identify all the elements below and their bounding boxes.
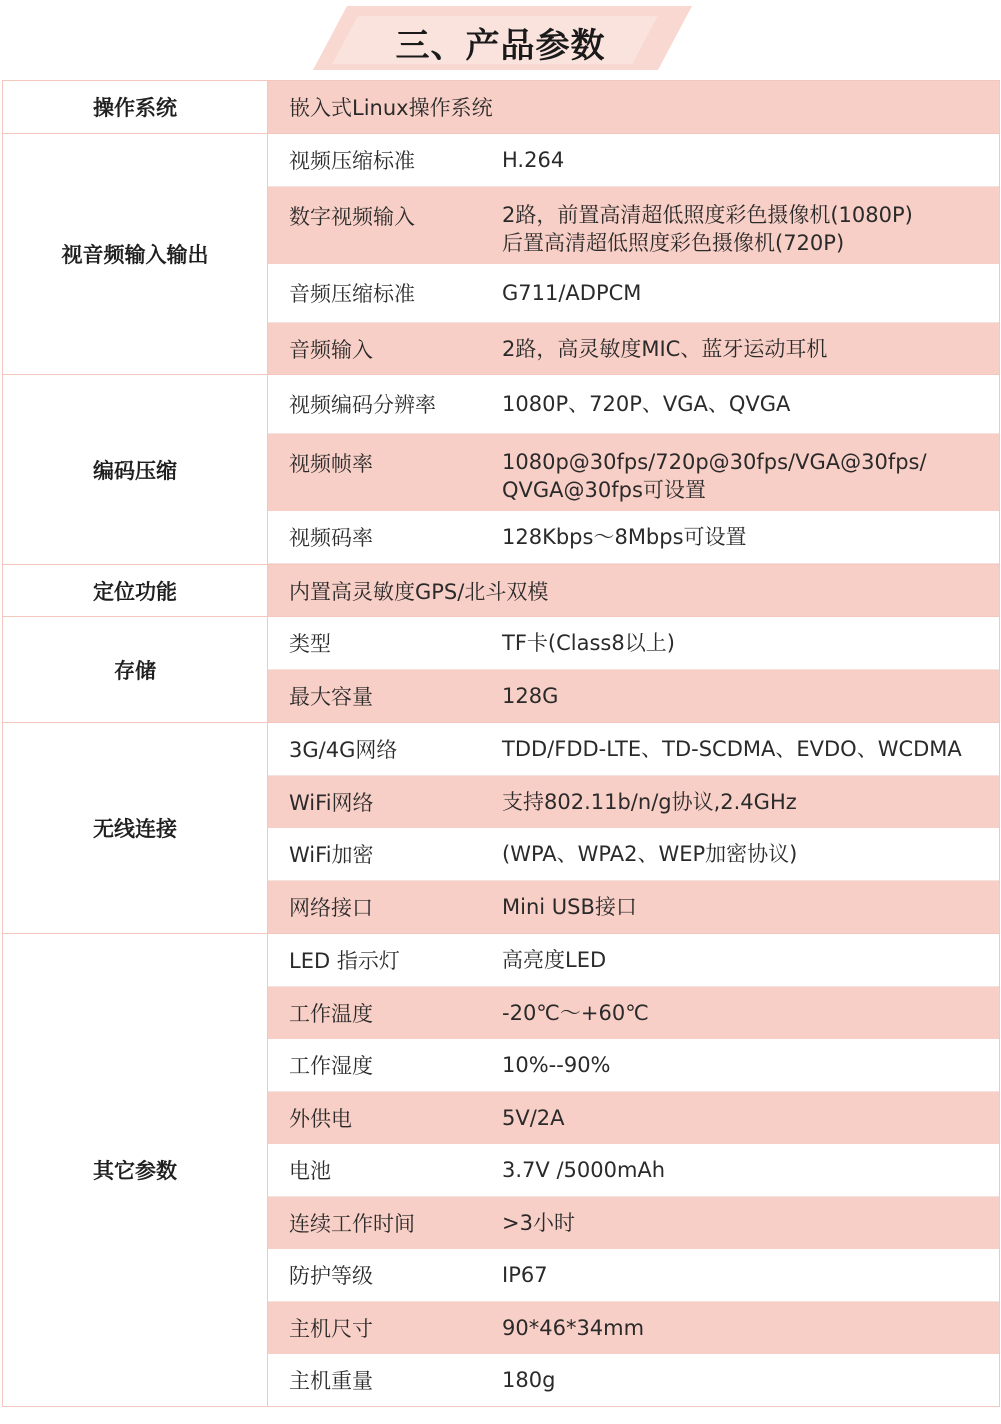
spec-value: 10%--90%	[502, 1053, 611, 1077]
spec-value: TF卡(Class8以上)	[502, 631, 675, 655]
spec-key: LED 指示灯	[289, 949, 400, 973]
spec-value: >3小时	[502, 1211, 575, 1235]
spec-value: 高亮度LED	[502, 948, 607, 972]
spec-group-wireless	[3, 722, 999, 933]
spec-key: 数字视频输入	[289, 205, 415, 229]
spec-key: 音频输入	[289, 337, 373, 362]
title-banner	[0, 0, 1001, 80]
spec-key: 工作温度	[289, 1002, 373, 1026]
spec-group-av-io	[3, 133, 999, 374]
spec-value: (WPA、WPA2、WEP加密协议)	[502, 842, 798, 866]
spec-value: TDD/FDD-LTE、TD-SCDMA、EVDO、WCDMA	[502, 737, 962, 761]
spec-value: 180g	[502, 1368, 556, 1392]
spec-key: 电池	[289, 1159, 331, 1183]
spec-key: 防护等级	[289, 1264, 373, 1288]
spec-row	[268, 1354, 999, 1406]
spec-row	[268, 670, 999, 722]
spec-value: G711/ADPCM	[502, 281, 642, 305]
spec-value: 128Kbps～8Mbps可设置	[502, 525, 747, 549]
spec-group-os	[3, 81, 999, 133]
category-label: 无线连接	[3, 723, 268, 933]
category-label: 定位功能	[3, 565, 268, 616]
spec-value: H.264	[502, 148, 565, 172]
spec-row	[268, 323, 999, 374]
spec-group-storage	[3, 616, 999, 722]
spec-row	[268, 565, 999, 616]
spec-group-positioning	[3, 564, 999, 616]
category-label: 视音频输入输出	[3, 134, 268, 374]
category-label: 存储	[3, 617, 268, 722]
spec-row	[268, 723, 999, 776]
category-label: 编码压缩	[3, 375, 268, 564]
spec-key: WiFi加密	[289, 843, 374, 867]
spec-row	[268, 934, 999, 987]
spec-value: 嵌入式Linux操作系统	[289, 96, 493, 120]
spec-value: 内置高灵敏度GPS/北斗双模	[289, 579, 549, 604]
spec-value: 128G	[502, 684, 559, 708]
spec-value: Mini USB接口	[502, 895, 637, 919]
spec-row	[268, 81, 999, 133]
spec-row	[268, 617, 999, 670]
spec-value: 支持802.11b/n/g协议,2.4GHz	[502, 790, 797, 814]
spec-value: IP67	[502, 1263, 548, 1287]
spec-row	[268, 776, 999, 828]
spec-row	[268, 375, 999, 434]
spec-row	[268, 1144, 999, 1197]
spec-value: 2路，高灵敏度MIC、蓝牙运动耳机	[502, 336, 828, 361]
spec-row	[268, 828, 999, 881]
spec-key: 视频压缩标准	[289, 149, 415, 173]
spec-row	[268, 264, 999, 323]
spec-row	[268, 881, 999, 933]
category-label: 其它参数	[3, 934, 268, 1406]
spec-row	[268, 1249, 999, 1302]
spec-key: 视频码率	[289, 526, 373, 550]
spec-row	[268, 187, 999, 264]
spec-key: 主机尺寸	[289, 1317, 373, 1341]
spec-row	[268, 1039, 999, 1092]
spec-group-other	[3, 933, 999, 1406]
spec-row	[268, 1302, 999, 1354]
spec-value: 5V/2A	[502, 1106, 565, 1130]
spec-key: 主机重量	[289, 1369, 373, 1393]
spec-key: 连续工作时间	[289, 1212, 415, 1236]
spec-group-encoding	[3, 374, 999, 564]
spec-key: 类型	[289, 632, 331, 656]
spec-row	[268, 511, 999, 564]
spec-key: 音频压缩标准	[289, 282, 415, 306]
spec-key: 最大容量	[289, 685, 373, 709]
spec-row	[268, 1092, 999, 1144]
spec-value: -20℃～+60℃	[502, 1001, 649, 1025]
page-title: 三、产品参数	[395, 26, 606, 66]
spec-key: 工作湿度	[289, 1054, 373, 1078]
spec-value: 90*46*34mm	[502, 1316, 645, 1340]
spec-key: 视频编码分辨率	[289, 393, 436, 417]
spec-table	[2, 80, 1000, 1407]
spec-row	[268, 434, 999, 511]
spec-value: 1080P、720P、VGA、QVGA	[502, 392, 791, 416]
spec-key: 3G/4G网络	[289, 738, 398, 762]
spec-row	[268, 1197, 999, 1249]
spec-value: 2路，前置高清超低照度彩色摄像机(1080P) 后置高清超低照度彩色摄像机(720P)	[502, 203, 913, 255]
spec-key: 网络接口	[289, 896, 373, 920]
spec-value: 3.7V /5000mAh	[502, 1158, 666, 1182]
spec-key: 外供电	[289, 1107, 352, 1131]
spec-key: 视频帧率	[289, 452, 373, 476]
category-label: 操作系统	[3, 81, 268, 133]
spec-key: WiFi网络	[289, 791, 374, 815]
spec-value: 1080p@30fps/720p@30fps/VGA@30fps/ QVGA@30fps可设置	[502, 450, 927, 502]
spec-row	[268, 134, 999, 187]
spec-row	[268, 987, 999, 1039]
